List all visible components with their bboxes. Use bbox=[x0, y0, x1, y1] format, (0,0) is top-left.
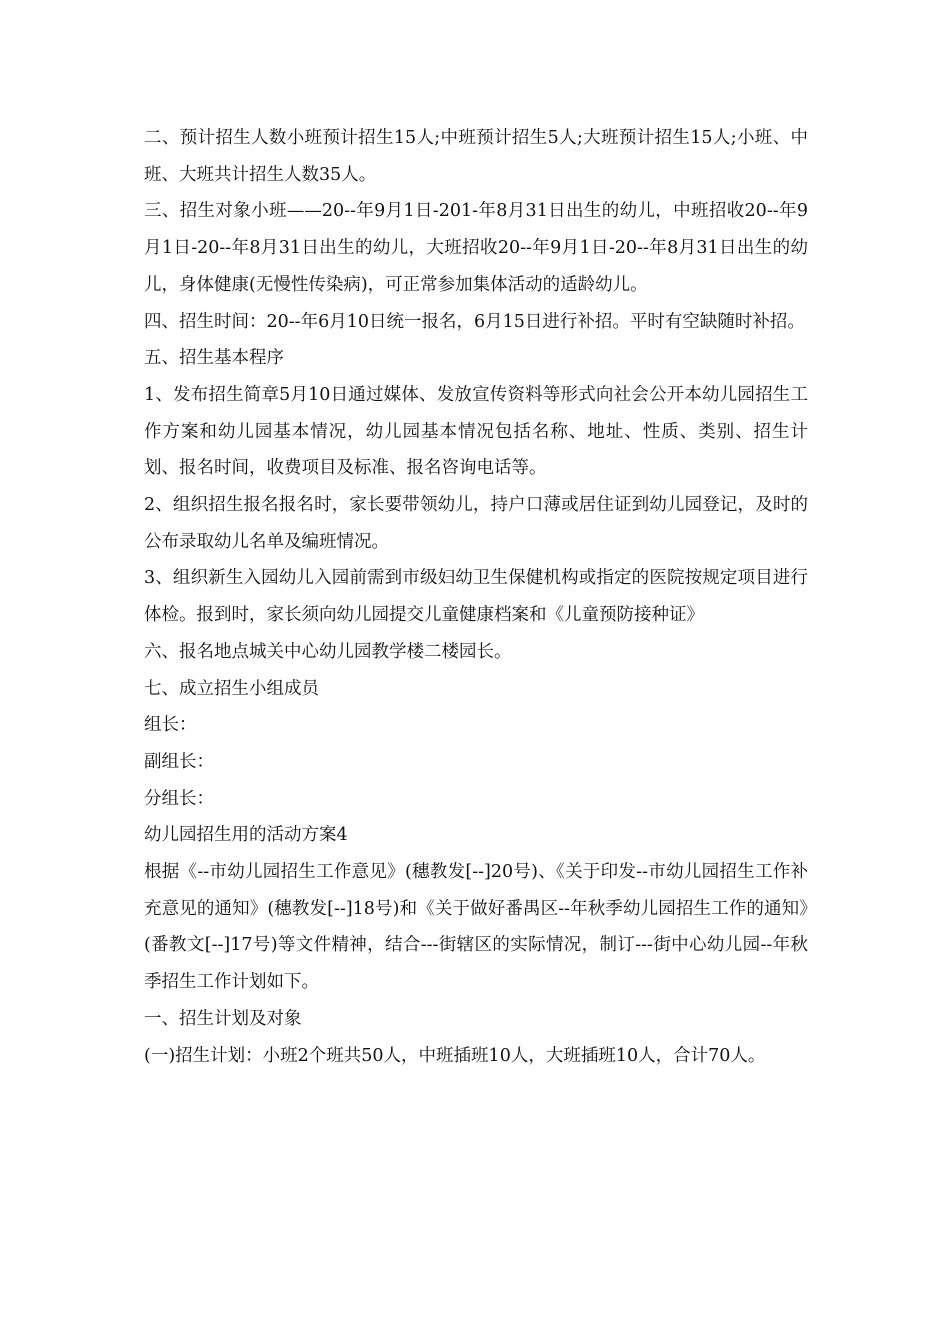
paragraph-enrollment-time: 四、招生时间：20--年6月10日统一报名，6月15日进行补招。平时有空缺随时补招。 bbox=[144, 311, 805, 332]
paragraph-enrollment-plan: (一)招生计划：小班2个班共50人，中班插班10人，大班插班10人，合计70人。 bbox=[144, 1045, 766, 1066]
line-team-leader: 组长： bbox=[144, 715, 197, 736]
heading-plan-and-targets: 一、招生计划及对象 bbox=[144, 1008, 302, 1029]
section-title-plan-4: 幼儿园招生用的活动方案4 bbox=[144, 825, 348, 846]
heading-enrollment-team: 七、成立招生小组成员 bbox=[144, 678, 319, 699]
paragraph-procedure-step-2: 2、组织招生报名报名时，家长要带领幼儿，持户口薄或居住证到幼儿园登记，及时的公布录取幼儿名单及编班情况。 bbox=[144, 495, 808, 552]
paragraph-policy-basis: 根据《--市幼儿园招生工作意见》(穗教发[--]20号)、《关于印发--市幼儿园招生工作补充意见的通知》(穗教发[--]18号)和《关于做好番禺区--年秋季幼儿园招生工作的通知》(番教文[--]17号)等文件精神，结合---街辖区的实际情况，制订---街中心幼儿园--年秋季招生工作计划如下。 bbox=[144, 862, 808, 993]
document-page bbox=[144, 120, 808, 1074]
paragraph-procedure-step-3: 3、组织新生入园幼儿入园前需到市级妇幼卫生保健机构或指定的医院按规定项目进行体检。报到时，家长须向幼儿园提交儿童健康档案和《儿童预防接种证》 bbox=[144, 568, 808, 626]
line-group-leader: 分组长： bbox=[144, 788, 214, 809]
line-deputy-leader: 副组长： bbox=[144, 751, 214, 772]
paragraph-procedure-step-1: 1、发布招生简章5月10日通过媒体、发放宣传资料等形式向社会公开本幼儿园招生工作方案和幼儿园基本情况，幼儿园基本情况包括名称、地址、性质、类别、招生计划、报名时间，收费项目及标准、报名咨询电话等。 bbox=[144, 384, 808, 479]
heading-basic-procedure: 五、招生基本程序 bbox=[144, 348, 284, 369]
paragraph-enrollment-targets: 三、招生对象小班——20--年9月1日-201-年8月31日出生的幼儿，中班招收20--年9月1日-20--年8月31日出生的幼儿，大班招收20--年9月1日-20--年8月31日出生的幼儿，身体健康(无慢性传染病)，可正常参加集体活动的适龄幼儿。 bbox=[144, 201, 808, 295]
paragraph-enrollment-numbers: 二、预计招生人数小班预计招生15人;中班预计招生5人;大班预计招生15人;小班、中班、大班共计招生人数35人。 bbox=[144, 128, 808, 185]
paragraph-registration-location: 六、报名地点城关中心幼儿园教学楼二楼园长。 bbox=[144, 641, 512, 662]
